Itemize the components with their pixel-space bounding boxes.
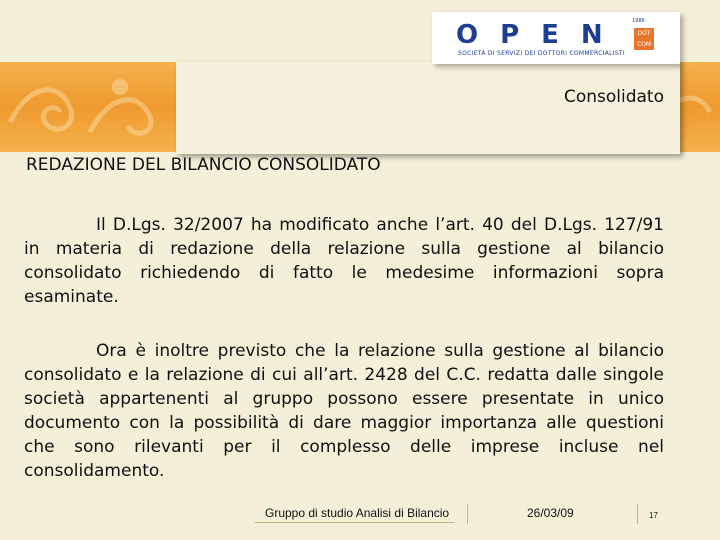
logo-year: 1986 xyxy=(632,18,645,24)
decorative-swirl-left xyxy=(0,62,170,152)
body-paragraph-1 xyxy=(24,213,664,309)
logo-subtitle: SOCIETÀ DI SERVIZI DEI DOTTORI COMMERCIALISTI xyxy=(458,50,625,57)
body-paragraph-2 xyxy=(24,339,664,483)
header-panel xyxy=(176,62,680,154)
slide-footer xyxy=(255,502,685,526)
footer-group: Gruppo di studio Analisi di Bilancio xyxy=(265,506,450,520)
footer-divider-2 xyxy=(637,504,638,524)
paragraph-1-text: Il D.Lgs. 32/2007 ha modificato anche l’art. 40 del D.Lgs. 127/91 in materia di redazione della relazione sulla gestione al bilancio consolidato richiedendo di fatto le medesime informazioni sopra esaminate. xyxy=(24,215,664,307)
logo-badge: DOT COM xyxy=(634,28,654,50)
slide-section-title: Consolidato xyxy=(563,87,664,107)
company-logo xyxy=(432,12,680,64)
slide-heading: REDAZIONE DEL BILANCIO CONSOLIDATO xyxy=(26,155,381,175)
logo-wordmark: OPEN xyxy=(456,20,625,50)
paragraph-2-text: Ora è inoltre previsto che la relazione sulla gestione al bilancio consolidato e la relazione di cui all’art. 2428 del C.C. redatta dalle singole società appartenenti al gruppo possono essere presentate in unico documento con la possibilità di dare maggior importanza alle questioni che sono rilevanti per il complesso delle imprese incluse nel consolidamento. xyxy=(24,341,664,481)
footer-divider-1 xyxy=(467,504,468,524)
footer-date: 26/03/09 xyxy=(527,506,574,520)
footer-rule xyxy=(255,522,455,523)
page-number: 17 xyxy=(649,511,658,520)
